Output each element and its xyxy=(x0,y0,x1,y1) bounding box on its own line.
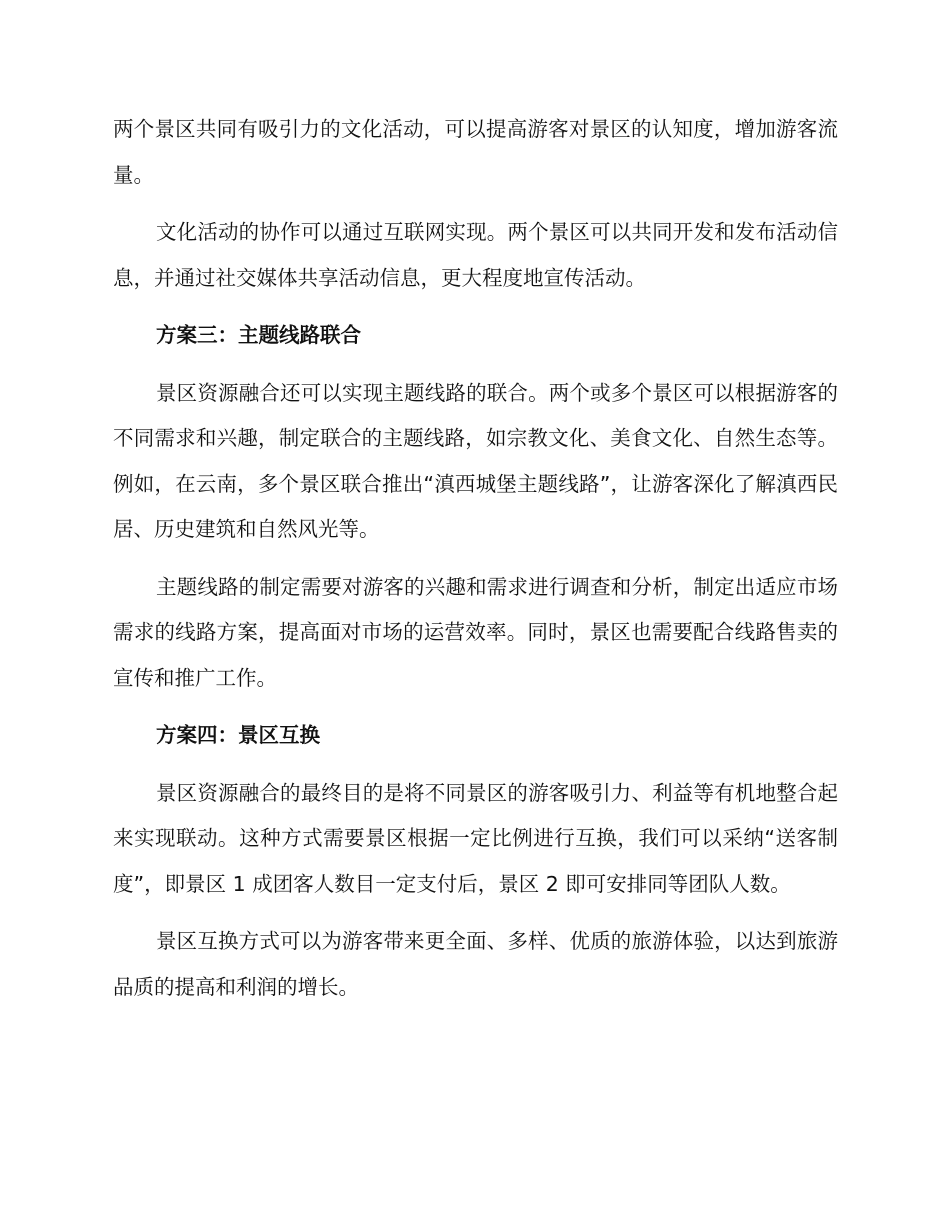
heading-plan-three: 方案三：主题线路联合 xyxy=(156,323,361,347)
paragraph-theme-route-planning: 主题线路的制定需要对游客的兴趣和需求进行调查和分析，制定出适应市场需求的线路方案，提高面对市场的运营效率。同时，景区也需要配合线路售卖的宣传和推广工作。 xyxy=(113,574,838,690)
paragraph-internet-collaboration: 文化活动的协作可以通过互联网实现。两个景区可以共同开发和发布活动信息，并通过社交媒体共享活动信息，更大程度地宣传活动。 xyxy=(113,220,838,290)
paragraph-cultural-activity-end: 两个景区共同有吸引力的文化活动，可以提高游客对景区的认知度，增加游客流量。 xyxy=(113,117,838,187)
heading-plan-four: 方案四：景区互换 xyxy=(156,723,320,747)
paragraph-exchange-benefit: 景区互换方式可以为游客带来更全面、多样、优质的旅游体验，以达到旅游品质的提高和利润的增长。 xyxy=(113,929,838,999)
paragraph-scenic-exchange: 景区资源融合的最终目的是将不同景区的游客吸引力、利益等有机地整合起来实现联动。这种方式需要景区根据一定比例进行互换，我们可以采纳“送客制度”，即景区 1 成团客人数目一定支付后，景区 2 即可安排同等团队人数。 xyxy=(113,780,838,896)
paragraph-theme-route-union: 景区资源融合还可以实现主题线路的联合。两个或多个景区可以根据游客的不同需求和兴趣，制定联合的主题线路，如宗教文化、美食文化、自然生态等。例如，在云南，多个景区联合推出“滇西城堡主题线路”，让游客深化了解滇西民居、历史建筑和自然风光等。 xyxy=(113,380,838,541)
